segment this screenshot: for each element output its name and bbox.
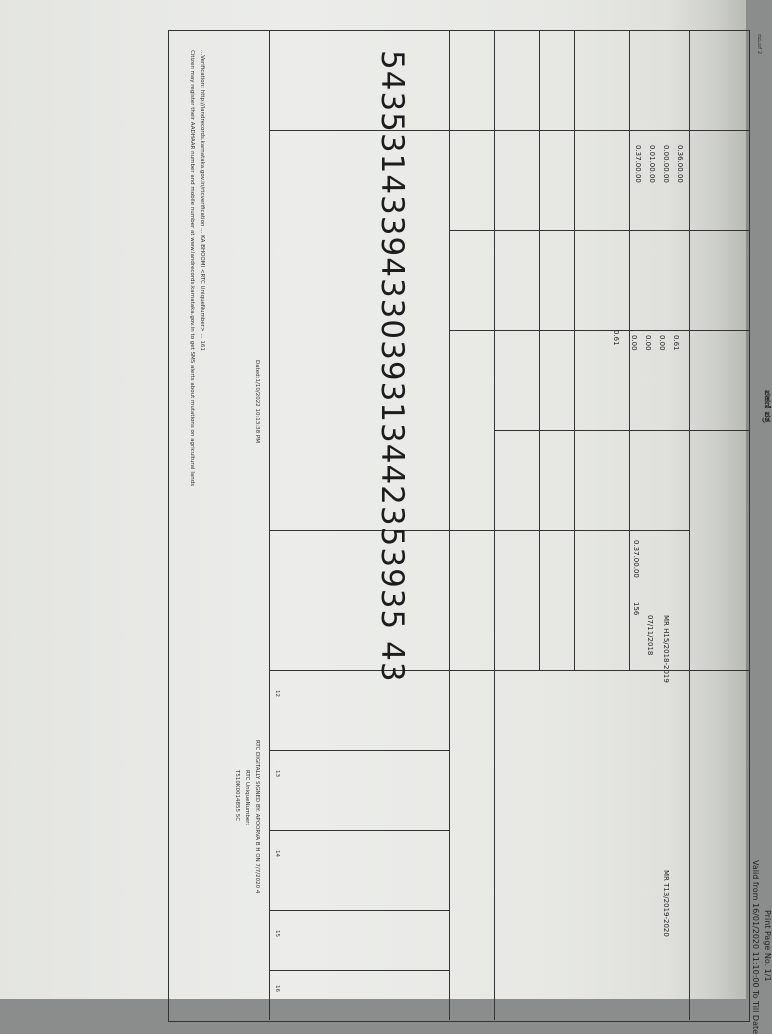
mr-right: MR T13/2019-2020 bbox=[662, 870, 670, 937]
col-num: 13 bbox=[274, 770, 280, 777]
rtc-unique-code: T510K0014855 5C bbox=[234, 770, 240, 822]
col-line bbox=[270, 970, 450, 971]
rtc-unique-label: RTC UniqueNumber: bbox=[244, 770, 250, 826]
row-line bbox=[574, 30, 575, 670]
print-page: Print Page No. 1/1 bbox=[763, 910, 772, 982]
signed-by: RTC DIGITALLY SIGNED BY: APOORVA B H ON 7/7/2020 4 bbox=[254, 740, 260, 894]
col-num: 15 bbox=[274, 930, 280, 937]
right-mr: MR H15/2018-2019 bbox=[662, 615, 670, 683]
col-line bbox=[495, 430, 750, 431]
row-line bbox=[689, 30, 690, 1020]
row-line bbox=[269, 30, 270, 1020]
footer-line-2: Citizen may register their AADHAAR number and mobile number at www.landrecords.karnataka.gov.in to get SMS alerts about mutations on agricultural lands bbox=[189, 50, 195, 487]
col-line bbox=[270, 670, 750, 671]
right-num: 156 bbox=[632, 602, 640, 616]
right-area: 0.37.00.00 bbox=[632, 540, 640, 578]
dated: Dated:1/10/2022 10:13:38 PM bbox=[254, 360, 260, 443]
mid-value: 0.00 bbox=[644, 335, 652, 351]
area-value: 0.00.00.00 bbox=[662, 145, 670, 183]
mid-value: 0.00 bbox=[658, 335, 666, 351]
row-line bbox=[449, 30, 450, 1020]
area-value: 0.36.00.00 bbox=[676, 145, 684, 183]
mid-value: 0.00 bbox=[630, 335, 638, 351]
col-line bbox=[450, 230, 750, 231]
col-line bbox=[270, 530, 690, 531]
area-value: 0.01.00.00 bbox=[648, 145, 656, 183]
rtc-document bbox=[150, 30, 772, 1034]
mid-total: 0.61 bbox=[612, 330, 620, 346]
col-line bbox=[270, 750, 450, 751]
col-num: 14 bbox=[274, 850, 280, 857]
footer-line-1: ...Verification: http://landrecords.karnataka.gov.in/rtcverification ... KA BHOOMI <RTC UniqueNumber> ... 161 bbox=[199, 50, 205, 351]
unique-number-large: 5435314339433039313442353935 43 bbox=[374, 50, 410, 683]
col-num: 12 bbox=[274, 690, 280, 697]
col-num: 16 bbox=[274, 985, 280, 992]
area-value: 0.37.00.00 bbox=[634, 145, 642, 183]
col-line bbox=[270, 830, 450, 831]
col-line bbox=[270, 130, 750, 131]
doc-title: ಪಹಣಿ ಪತ್ರ bbox=[762, 390, 772, 423]
row-line bbox=[539, 30, 540, 670]
col-line bbox=[450, 330, 750, 331]
col-line bbox=[270, 910, 450, 911]
right-date: 07/11/2018 bbox=[646, 615, 654, 656]
valid-from: Valid from 16/01/2020 11:10:00 To Till Date bbox=[751, 860, 760, 1034]
mid-value: 0.61 bbox=[672, 335, 680, 351]
form-number: ನಮೂನೆ 2 bbox=[756, 34, 762, 55]
row-line bbox=[494, 30, 495, 1020]
